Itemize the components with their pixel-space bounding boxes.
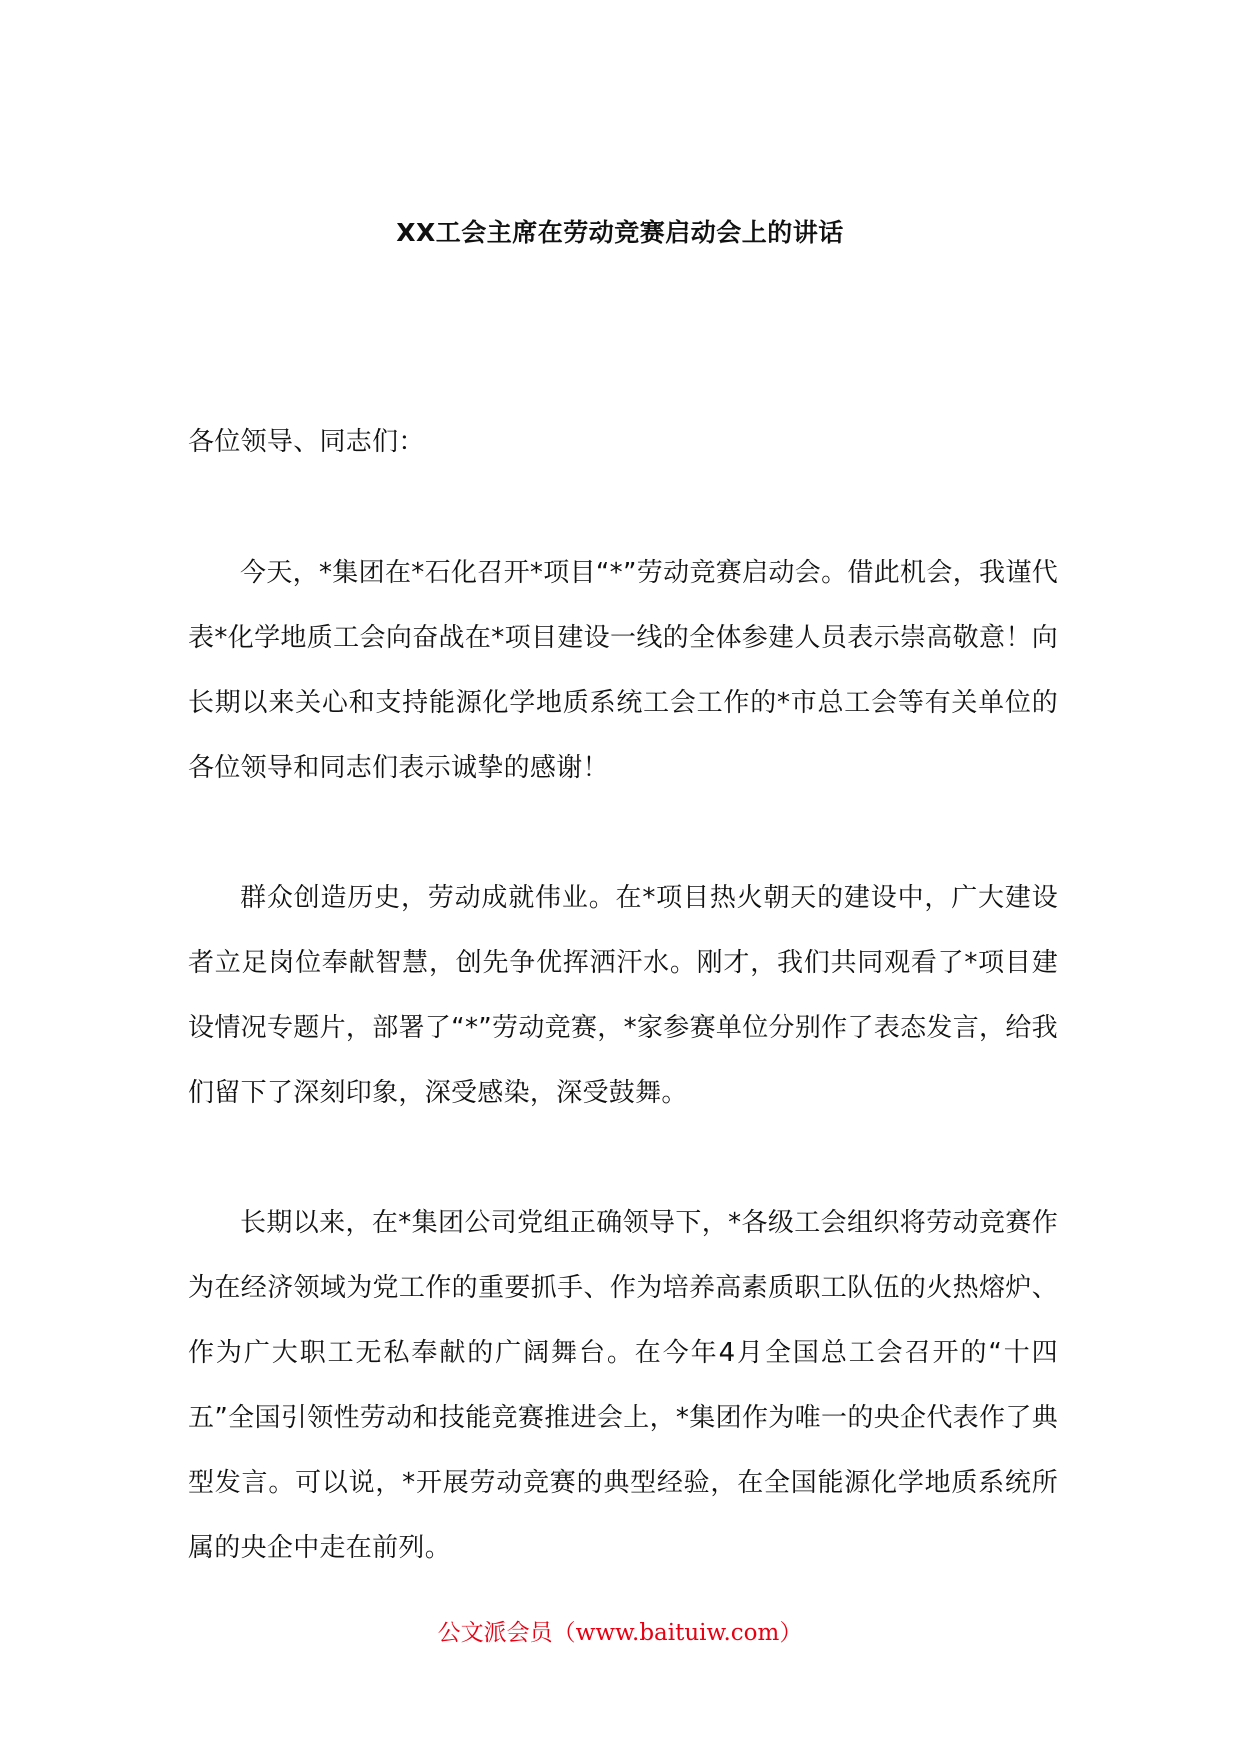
document-title: XX工会主席在劳动竞赛启动会上的讲话	[396, 218, 844, 247]
footer-watermark	[0, 1616, 1240, 1650]
salutation: 各位领导、同志们：	[188, 427, 425, 457]
footer-open-paren: （	[552, 1620, 576, 1646]
footer-label: 公文派会员	[437, 1620, 553, 1646]
footer-close-paren: ）	[779, 1620, 803, 1646]
footer-url[interactable]: www.baituiw.com	[575, 1620, 780, 1646]
paragraph-1: 今天，*集团在*石化召开*项目“*”劳动竞赛启动会。借此机会，我谨代表*化学地质工会向奋战在*项目建设一线的全体参建人员表示崇高敬意！向长期以来关心和支持能源化学地质系统工会工作的*市总工会等有关单位的各位领导和同志们表示诚挚的感谢！	[188, 558, 1058, 783]
paragraph-2: 群众创造历史，劳动成就伟业。在*项目热火朝天的建设中，广大建设者立足岗位奉献智慧，创先争优挥洒汗水。刚才，我们共同观看了*项目建设情况专题片，部署了“*”劳动竞赛，*家参赛单位分别作了表态发言，给我们留下了深刻印象，深受感染，深受鼓舞。	[188, 883, 1058, 1108]
paragraph-3: 长期以来，在*集团公司党组正确领导下，*各级工会组织将劳动竞赛作为在经济领域为党工作的重要抓手、作为培养高素质职工队伍的火热熔炉、作为广大职工无私奉献的广阔舞台。在今年4月全国总工会召开的“十四五”全国引领性劳动和技能竞赛推进会上，*集团作为唯一的央企代表作了典型发言。可以说，*开展劳动竞赛的典型经验，在全国能源化学地质系统所属的央企中走在前列。	[188, 1208, 1058, 1563]
